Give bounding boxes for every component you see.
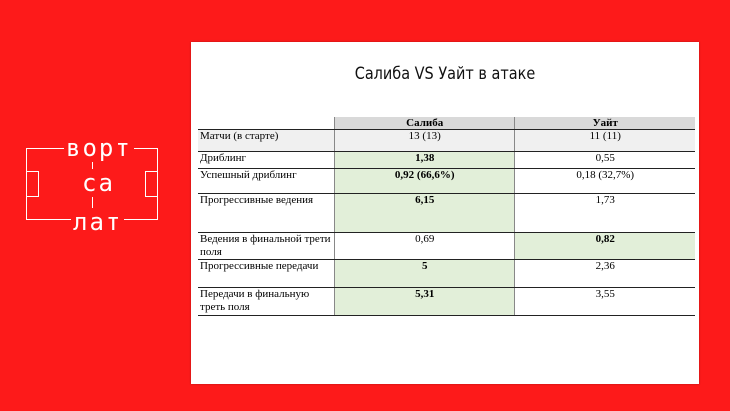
white-value: 2,36 [515,260,695,288]
slide [191,42,699,384]
row-label: Прогрессивные ведения [198,194,334,233]
row-label: Дриблинг [198,152,334,169]
logo-word-1: ворт [66,134,132,162]
saliba-value: 1,38 [334,152,515,169]
row-label: Успешный дриблинг [198,169,334,194]
white-value: 11 (11) [515,130,695,152]
saliba-value: 0,92 (66,6%) [334,169,515,194]
comparison-table [198,117,695,316]
table-row [198,169,695,194]
saliba-value: 5,31 [334,288,515,316]
pitch-right-box [145,171,157,197]
row-label: Матчи (в старте) [198,130,334,152]
saliba-value: 0,69 [334,233,515,260]
table-row [198,194,695,233]
row-label: Ведения в финальной трети поля [198,233,334,260]
header-saliba: Салиба [334,117,515,130]
table-row [198,288,695,316]
header-white: Уайт [515,117,695,130]
logo-word-3: лат [73,208,123,236]
white-value: 3,55 [515,288,695,316]
pitch-left-box [27,171,39,197]
logo-word-2: са [82,169,115,197]
white-value: 0,55 [515,152,695,169]
white-value: 0,82 [515,233,695,260]
white-value: 1,73 [515,194,695,233]
saliba-value: 6,15 [334,194,515,233]
header-empty [198,117,334,130]
slide-title: Салиба VS Уайт в атаке [354,64,536,84]
table-row [198,152,695,169]
table-header-row [198,117,695,130]
logo [26,134,160,234]
table-row [198,260,695,288]
saliba-value: 5 [334,260,515,288]
row-label: Прогрессивные передачи [198,260,334,288]
table-row [198,233,695,260]
table-row [198,130,695,152]
row-label: Передачи в финальную треть поля [198,288,334,316]
saliba-value: 13 (13) [334,130,515,152]
white-value: 0,18 (32,7%) [515,169,695,194]
